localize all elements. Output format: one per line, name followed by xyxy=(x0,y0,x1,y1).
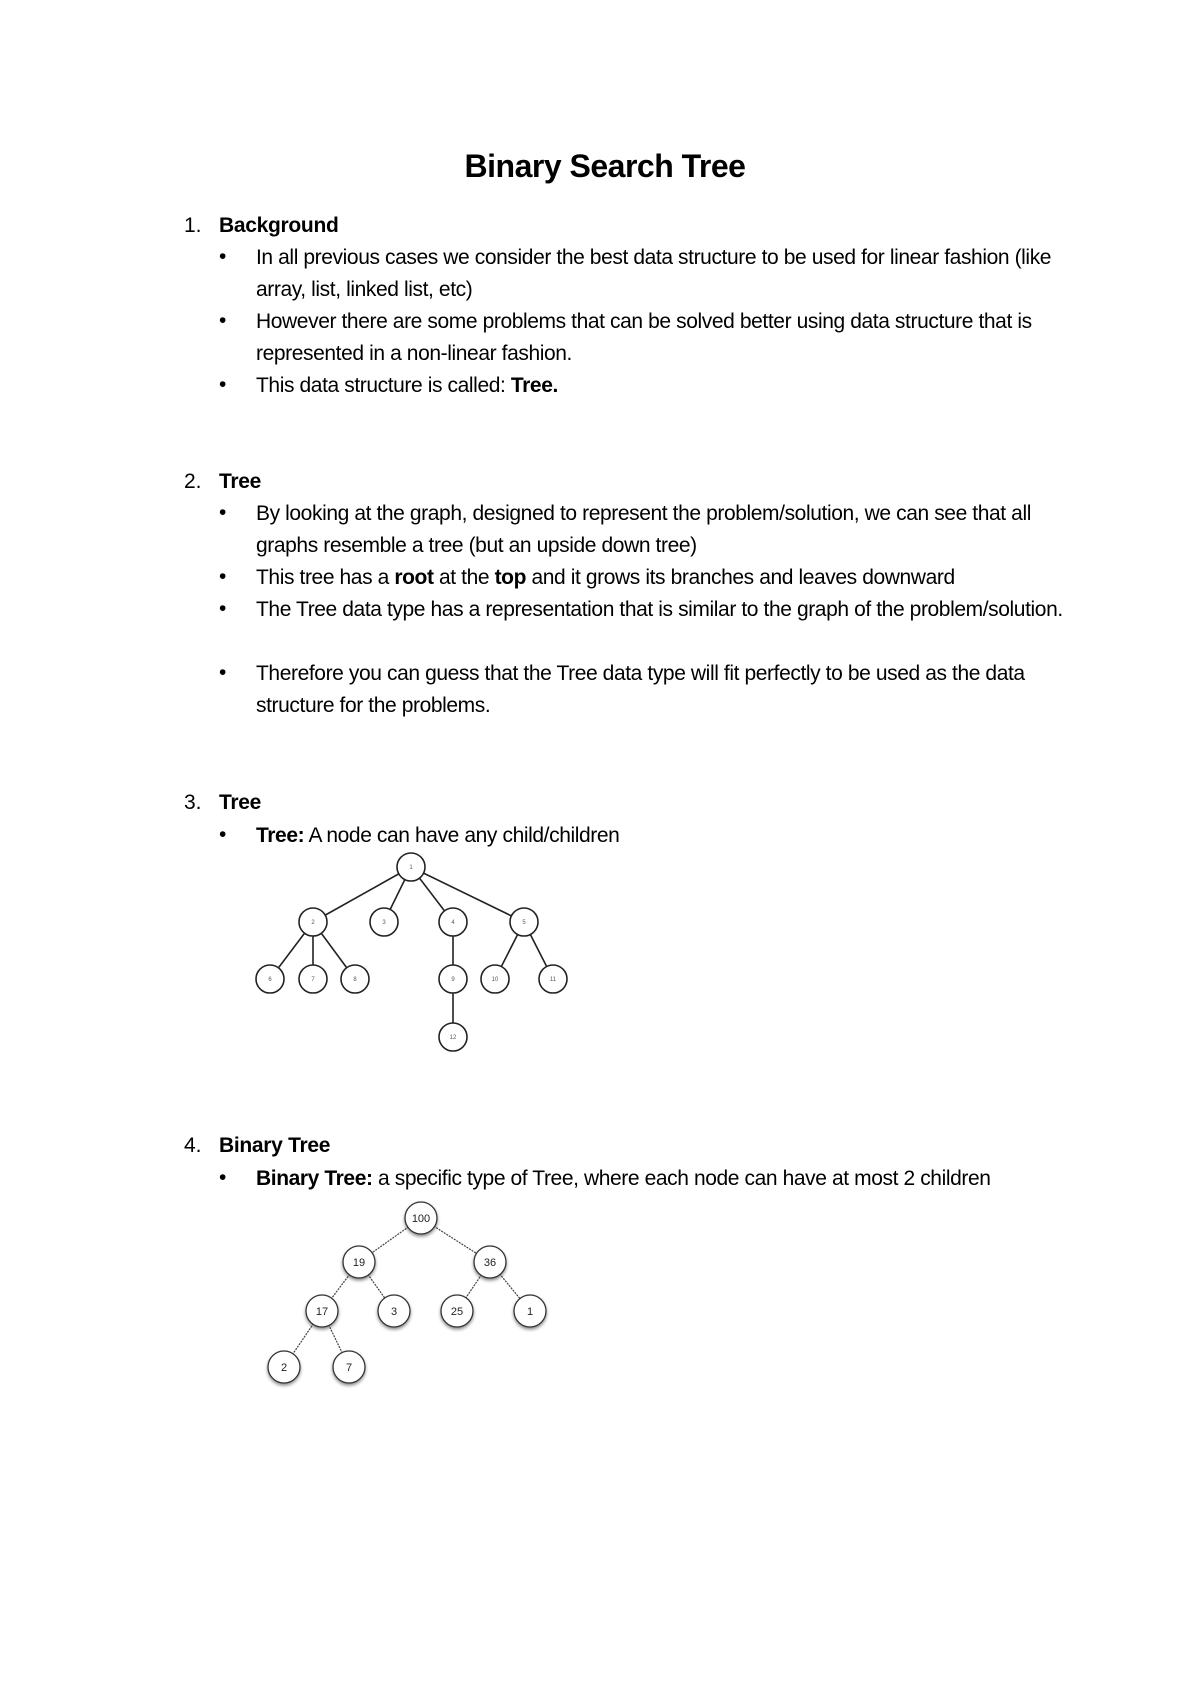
svg-text:6: 6 xyxy=(268,977,272,983)
svg-text:36: 36 xyxy=(483,1257,497,1269)
svg-text:100: 100 xyxy=(411,1213,431,1225)
svg-text:10: 10 xyxy=(491,977,499,983)
bullet-text xyxy=(256,370,1086,402)
bullet-icon: • xyxy=(219,597,227,620)
section-number: 1. xyxy=(184,214,202,237)
text-bold-root: root xyxy=(394,566,434,589)
section-heading-tree-2: Tree xyxy=(219,791,261,814)
section-number: 2. xyxy=(184,470,202,493)
svg-text:4: 4 xyxy=(451,920,455,926)
bullet-text-bold: Tree: xyxy=(256,824,305,847)
svg-text:8: 8 xyxy=(353,977,357,983)
bullet-text: However there are some problems that can be solved better using data structure that is represented in a non-linear fashion. xyxy=(256,310,1032,365)
svg-text:1: 1 xyxy=(409,865,413,871)
svg-text:19: 19 xyxy=(352,1257,366,1269)
section-heading-binary-tree: Binary Tree xyxy=(219,1134,331,1157)
svg-text:17: 17 xyxy=(315,1306,329,1318)
svg-text:11: 11 xyxy=(549,977,557,983)
bullet-text: In all previous cases we consider the best data structure to be used for linear fashion (like array, list, linked list, etc) xyxy=(256,246,1052,301)
svg-text:7: 7 xyxy=(345,1362,353,1374)
svg-text:12: 12 xyxy=(449,1035,457,1041)
bullet-text: Therefore you can guess that the Tree data type will fit perfectly to be used as the data structure for the problems. xyxy=(256,662,1025,717)
section-heading-tree: Tree xyxy=(219,470,261,493)
bullet-text-bold: Tree. xyxy=(510,374,558,397)
text-bold-top: top xyxy=(494,566,527,589)
svg-text:5: 5 xyxy=(522,920,526,926)
svg-text:2: 2 xyxy=(311,920,315,926)
text-part: and it grows its branches and leaves downward xyxy=(526,566,955,589)
bullet-icon: • xyxy=(219,309,227,332)
svg-text:3: 3 xyxy=(390,1306,398,1318)
bullet-icon: • xyxy=(219,661,227,684)
section-number: 4. xyxy=(184,1134,202,1157)
section-number: 3. xyxy=(184,791,202,814)
general-tree-diagram xyxy=(0,840,1200,1060)
section-heading-background: Background xyxy=(219,214,339,237)
text-part: at the xyxy=(433,566,495,589)
bullet-text-rest: A node can have any child/children xyxy=(304,824,620,847)
bullet-icon: • xyxy=(219,501,227,524)
bullet-icon: • xyxy=(219,373,227,396)
bullet-text-prefix: This data structure is called: xyxy=(256,374,511,397)
bullet-icon: • xyxy=(219,245,227,268)
svg-text:1: 1 xyxy=(526,1306,534,1318)
svg-text:2: 2 xyxy=(280,1362,288,1374)
bullet-icon: • xyxy=(219,565,227,588)
svg-text:7: 7 xyxy=(311,977,315,983)
svg-text:3: 3 xyxy=(382,920,386,926)
bullet-icon: • xyxy=(219,823,227,846)
bullet-text-rest: a specific type of Tree, where each node can have at most 2 children xyxy=(372,1167,991,1190)
text-part: This tree has a xyxy=(256,566,395,589)
svg-text:25: 25 xyxy=(450,1306,464,1318)
page-title: Binary Search Tree xyxy=(464,148,746,184)
bullet-icon: • xyxy=(219,1166,227,1189)
svg-text:9: 9 xyxy=(451,977,455,983)
bullet-text: The Tree data type has a representation that is similar to the graph of the problem/solution. xyxy=(256,598,1063,621)
bullet-text: By looking at the graph, designed to represent the problem/solution, we can see that all graphs resemble a tree (but an upside down tree) xyxy=(256,502,1031,557)
bullet-text xyxy=(256,562,1086,594)
binary-tree-diagram xyxy=(0,1190,1200,1400)
bullet-text-bold: Binary Tree: xyxy=(256,1167,373,1190)
